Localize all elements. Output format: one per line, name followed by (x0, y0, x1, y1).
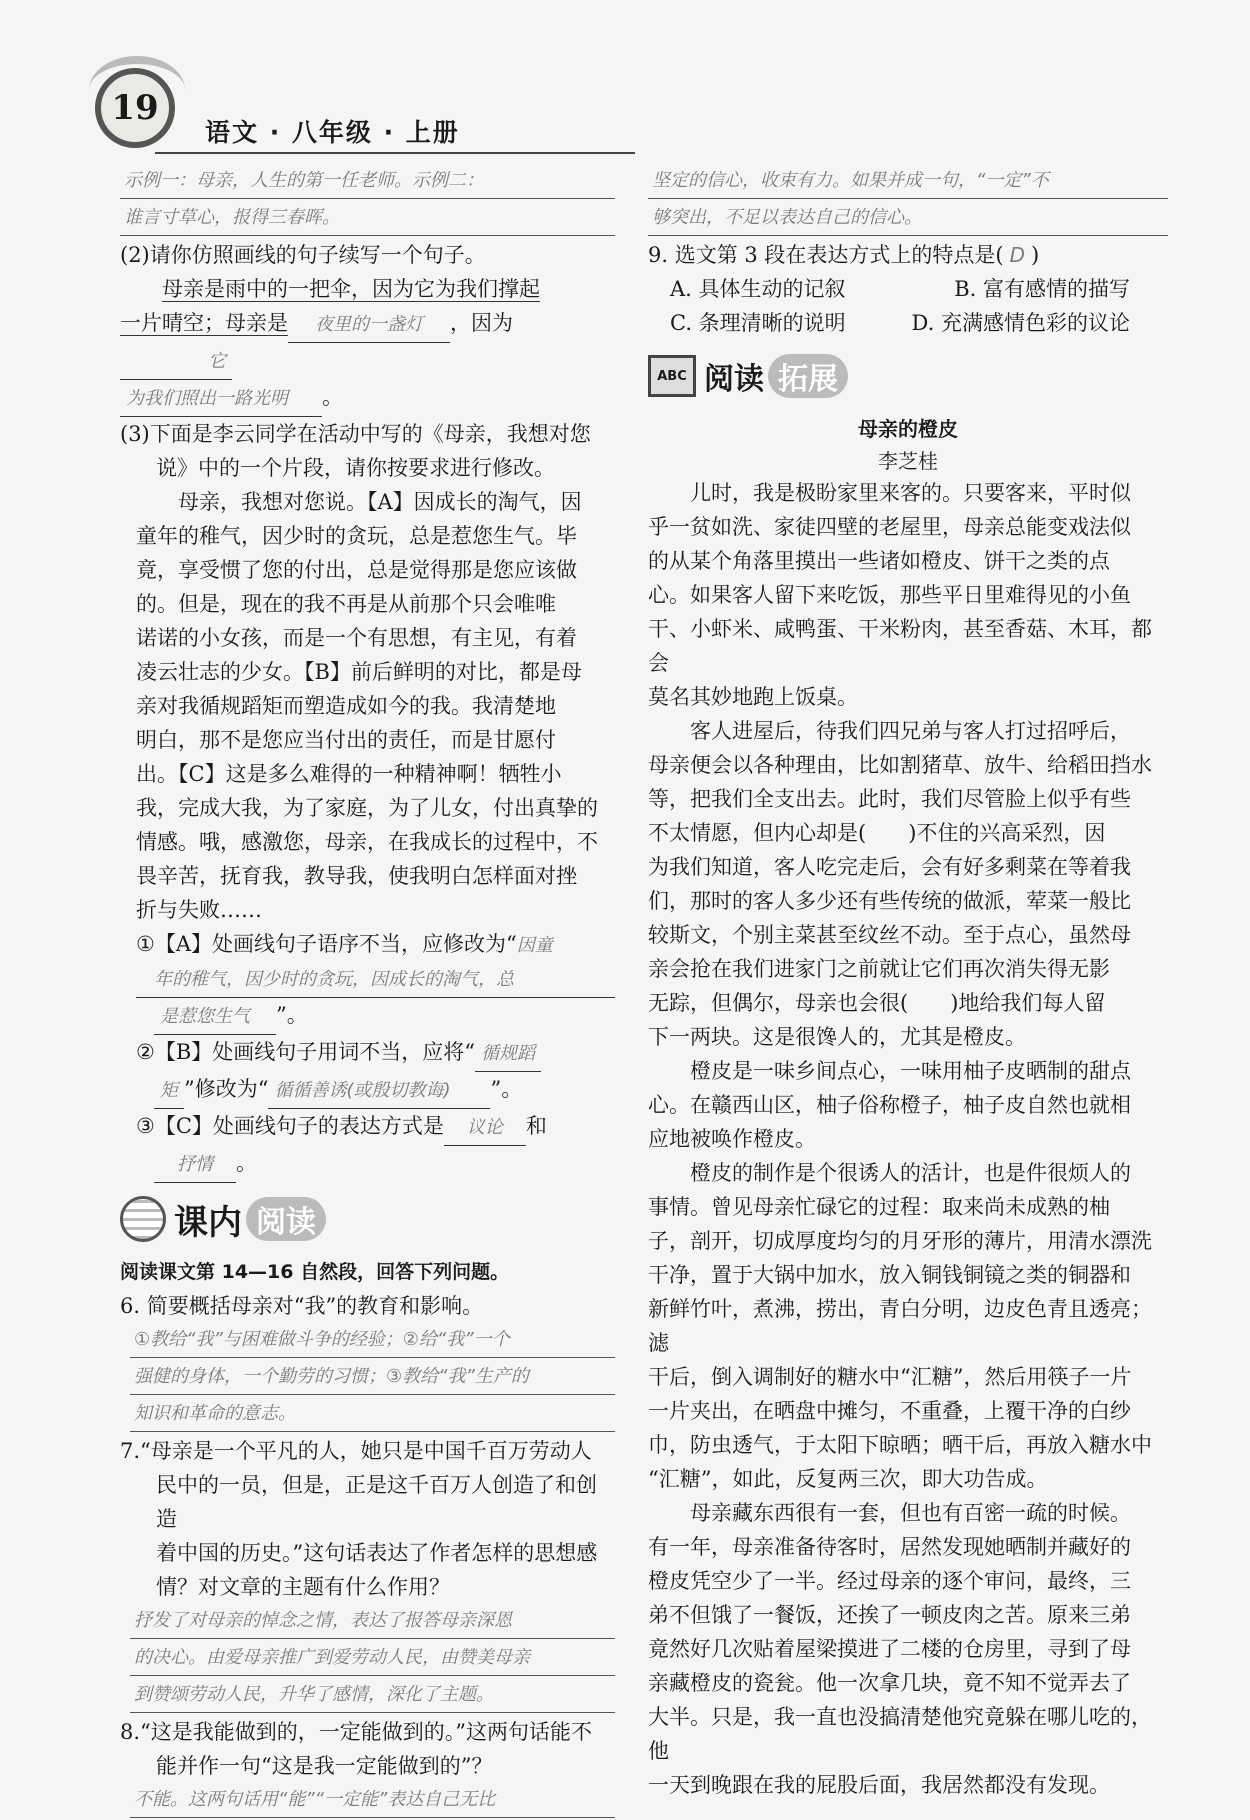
section-title-badge: 拓展 (768, 354, 848, 398)
section-heading-in-class-reading (120, 1189, 615, 1249)
sub3-text: 和 (525, 1114, 547, 1138)
article-line: 心。在赣西山区，柚子俗称橙子，柚子皮自然也就相 (648, 1093, 1131, 1117)
globe-icon (120, 1196, 166, 1242)
q5-3-passage (120, 485, 615, 1183)
q6-answer-line: 强健的身体，一个勤劳的习惯；③教给“我”生产的 (130, 1360, 615, 1395)
q9-options-row (648, 306, 1130, 340)
q7-prompt: 着中国的历史。”这句话表达了作者怎样的思想感 (156, 1541, 598, 1565)
q5-3-sub3-line (136, 1146, 615, 1183)
q9-option[interactable]: A. 具体生动的记叙 (670, 277, 846, 301)
passage-line: 凌云壮志的少女。【B】前后鲜明的对比，都是母 (136, 660, 582, 684)
q5-2-end: 。 (322, 385, 343, 409)
q8-answer-line: 够突出，不足以表达自己的信心。 (648, 201, 1168, 236)
q6-answer-line: 知识和革命的意志。 (130, 1397, 615, 1432)
passage-line: 童年的稚气，因少时的贪玩，总是惹您生气。毕 (136, 524, 577, 548)
section-title: 课内 (174, 1202, 242, 1243)
q9-options-row (648, 272, 1130, 306)
passage-line: 明白，那不是您应当付出的责任，而是甘愿付 (136, 728, 556, 752)
q7-answer (120, 1604, 615, 1713)
q9-option[interactable]: B. 富有感情的描写 (954, 277, 1130, 301)
q5-2-answer-blank[interactable]: 它 (120, 345, 232, 380)
article-line: 橙皮的制作是个很诱人的活计，也是件很烦人的 (690, 1161, 1131, 1185)
q5-2-line (120, 272, 615, 306)
article-line: 们，那时的客人多少还有些传统的做派，荤菜一般比 (648, 889, 1131, 913)
q9-answer[interactable]: D (1009, 243, 1026, 267)
q6-answer-line: ①教给“我”与困难做斗争的经验；②给“我”一个 (130, 1323, 615, 1358)
article-line: “汇糖”，如此，反复两三次，即大功告成。 (648, 1467, 1048, 1491)
page-header (95, 68, 595, 158)
right-column (648, 164, 1168, 1802)
q5-2-text: ，因为 (450, 311, 513, 335)
q5-2-line (120, 306, 615, 380)
article-line: 应地被唤作橙皮。 (648, 1127, 816, 1151)
sub3-text: ③【C】处画线句子的表达方式是 (136, 1114, 444, 1138)
passage-line: 出。【C】这是多么难得的一种精神啊！牺牲小 (136, 762, 562, 786)
article-line: 母亲便会以各种理由，比如割猪草、放牛、给稻田挡水 (648, 753, 1152, 777)
article-line: 无踪，但偶尔，母亲也会很( )地给我们每人留 (648, 991, 1106, 1015)
q7-answer-line: 的决心。由爱母亲推广到爱劳动人民，由赞美母亲 (130, 1641, 615, 1676)
q9-prompt (648, 238, 1168, 272)
q5-2-answer-blank[interactable]: 为我们照出一路光明 (120, 382, 322, 417)
sub1-end: ”。 (276, 1003, 308, 1027)
article-line: 竟然好几次贴着屋梁摸进了二楼的仓房里，寻到了母 (648, 1637, 1131, 1661)
article-line: 新鲜竹叶，煮沸，捞出，青白分明，边皮色青且透亮；滤 (648, 1297, 1152, 1355)
sub2-answer[interactable]: 循循善诱(或殷切教诲) (268, 1074, 490, 1109)
article-line: 儿时，我是极盼家里来客的。只要客来，平时似 (690, 481, 1131, 505)
q7-prompt: 情？对文章的主题有什么作用？ (156, 1575, 450, 1599)
article-author: 李芝桂 (878, 449, 938, 473)
q7-prompt: 7.“母亲是一个平凡的人，她只是中国千百万劳动人 (120, 1439, 592, 1463)
article-line: 客人进屋后，待我们四兄弟与客人打过招呼后， (690, 719, 1131, 743)
q7-answer-line: 到赞颂劳动人民，升华了感情，深化了主题。 (130, 1678, 615, 1713)
article-line: 大半。只是，我一直也没搞清楚他究竟躲在哪儿吃的，他 (648, 1705, 1152, 1763)
q5-3-prompt: 说》中的一个片段，请你按要求进行修改。 (156, 456, 555, 480)
q9-text: ) (1031, 243, 1040, 267)
q5-2-prompt: (2)请你仿照画线的句子续写一个句子。 (120, 243, 486, 267)
article-line: 子，剖开，切成厚度均匀的月牙形的薄片，用清水漂洗 (648, 1229, 1152, 1253)
q5-2-underlined-sentence: 母亲是雨中的一把伞，因为它为我们撑起 (162, 277, 540, 301)
passage-line: 诺诺的小女孩，而是一个有思想，有主见，有着 (136, 626, 577, 650)
article-line: 不太情愿，但内心却是( )不住的兴高采烈，因 (648, 821, 1106, 845)
q5-3-prompt: (3)下面是李云同学在活动中写的《母亲，我想对您 (120, 422, 591, 446)
article-line: 的从某个角落里摸出一些诸如橙皮、饼干之类的点 (648, 549, 1110, 573)
article-line: 干、小虾米、咸鸭蛋、干米粉肉，甚至香菇、木耳，都会 (648, 617, 1152, 675)
abc-book-icon: ABC (648, 355, 696, 397)
sub2-end: ”。 (490, 1077, 523, 1101)
sub1-text: ①【A】处画线句子语序不当，应修改为“ (136, 932, 517, 956)
header-rule (155, 152, 635, 154)
article-line: 有一年，母亲准备待客时，居然发现她晒制并藏好的 (648, 1535, 1131, 1559)
sub3-end: 。 (236, 1151, 257, 1175)
article-line: 一片夹出，在晒盘中摊匀，不重叠，上覆干净的白纱 (648, 1399, 1131, 1423)
q5-1-answer-line: 谁言寸草心，报得三春晖。 (120, 201, 615, 236)
q8-answer (120, 1783, 615, 1818)
sub1-answer-line (136, 998, 615, 1035)
q5-2-answer-blank[interactable]: 夜里的一盏灯 (288, 308, 450, 343)
q5-3-sub2-line (136, 1072, 615, 1109)
article-line: 弟不但饿了一餐饭，还挨了一顿皮肉之苦。原来三弟 (648, 1603, 1131, 1627)
article-line: 干净，置于大锅中加水，放入铜钱铜镜之类的铜器和 (648, 1263, 1131, 1287)
article-line: 下一两块。这是很馋人的，尤其是橙皮。 (648, 1025, 1026, 1049)
sub3-answer[interactable]: 议论 (444, 1111, 526, 1146)
sub2-text: ”修改为“ (184, 1077, 269, 1101)
passage-line: 的。但是，现在的我不再是从前那个只会唯唯 (136, 592, 556, 616)
article-line: 干后，倒入调制好的糖水中“汇糖”，然后用筷子一片 (648, 1365, 1132, 1389)
article-line: 亲藏橙皮的瓷瓮。他一次拿几块，竟不知不觉弄去了 (648, 1671, 1131, 1695)
book-title: 语文 · 八年级 · 上册 (205, 118, 460, 147)
reading-instruction: 阅读课文第 14—16 自然段，回答下列问题。 (120, 1261, 510, 1283)
q5-2-line (120, 380, 615, 417)
q5-3-sub2 (136, 1035, 615, 1072)
passage-line: 折与失败…… (136, 898, 262, 922)
article-line: 事情。曾见母亲忙碌它的过程：取来尚未成熟的柚 (648, 1195, 1110, 1219)
article-line: 橙皮凭空少了一半。经过母亲的逐个审问，最终，三 (648, 1569, 1131, 1593)
q5-1-answer-line: 示例一：母亲，人生的第一任老师。示例二： (120, 164, 615, 199)
q7-answer-line: 抒发了对母亲的悼念之情，表达了报答母亲深恩 (130, 1604, 615, 1639)
q5-3-sub3 (136, 1109, 615, 1146)
q7-prompt: 民中的一员，但是，正是这千百万人创造了和创造 (156, 1473, 597, 1531)
article-line: 为我们知道，客人吃完走后，会有好多剩菜在等着我 (648, 855, 1131, 879)
sub1-answer[interactable]: 是惹您生气 (154, 1000, 276, 1035)
passage-line: 畏辛苦，抚育我，教导我，使我明白怎样面对挫 (136, 864, 577, 888)
q9-option[interactable]: D. 充满感情色彩的议论 (911, 311, 1130, 335)
passage-line: 情感。哦，感激您，母亲，在我成长的过程中，不 (136, 830, 598, 854)
q8-prompt: 8.“这是我能做到的，一定能做到的。”这两句话能不 (120, 1720, 593, 1744)
sub2-answer[interactable]: 循规蹈 (475, 1037, 541, 1072)
passage-line: 竟，享受惯了您的付出，总是觉得那是您应该做 (136, 558, 577, 582)
article-line: 莫名其妙地跑上饭桌。 (648, 685, 858, 709)
q6-prompt: 6. 简要概括母亲对“我”的教育和影响。 (120, 1294, 484, 1318)
article-line: 母亲藏东西很有一套，但也有百密一疏的时候。 (690, 1501, 1131, 1525)
page-number-badge: 19 (95, 68, 175, 148)
article-line: 橙皮是一味乡间点心，一味用柚子皮晒制的甜点 (690, 1059, 1131, 1083)
sub3-answer[interactable]: 抒情 (154, 1148, 236, 1183)
passage-line: 母亲，我想对您说。【A】因成长的淘气，因 (178, 490, 582, 514)
article-line: 亲会抢在我们进家门之前就让它们再次消失得无影 (648, 957, 1110, 981)
article-line: 巾，防虫透气，于太阳下晾晒；晒干后，再放入糖水中 (648, 1433, 1152, 1457)
article-line: 等，把我们全支出去。此时，我们尽管脸上似乎有些 (648, 787, 1131, 811)
section-heading-extended-reading (648, 346, 1168, 406)
article-line: 一天到晚跟在我的屁股后面，我居然都没有发现。 (648, 1773, 1110, 1797)
sub2-answer[interactable]: 矩 (154, 1074, 184, 1109)
article-title: 母亲的橙皮 (858, 417, 958, 441)
article-body (648, 476, 1168, 1802)
q5-3-sub1 (136, 927, 615, 963)
q9-option[interactable]: C. 条理清晰的说明 (670, 311, 846, 335)
article-line: 较斯文，个别主菜甚至纹丝不动。至于点心，虽然母 (648, 923, 1131, 947)
passage-line: 亲对我循规蹈矩而塑造成如今的我。我清楚地 (136, 694, 556, 718)
q6-answer (120, 1323, 615, 1432)
section-title: 阅读 (704, 362, 764, 397)
article-line: 心。如果客人留下来吃饭，那些平日里难得见的小鱼 (648, 583, 1131, 607)
q8-answer-line: 不能。这两句话用“能”“一定能”表达自己无比 (130, 1783, 615, 1818)
sub2-text: ②【B】处画线句子用词不当，应将“ (136, 1040, 475, 1064)
sub1-answer: 因童 (516, 935, 553, 956)
article-line: 乎一贫如洗、家徒四壁的老屋里，母亲总能变戏法似 (648, 515, 1131, 539)
q8-prompt: 能并作一句“这是我一定能做到的”？ (156, 1754, 493, 1778)
passage-line: 我，完成大我，为了家庭，为了儿女，付出真挚的 (136, 796, 598, 820)
q5-2-text: 一片晴空；母亲是 (120, 311, 288, 335)
left-column (120, 164, 615, 1820)
section-title-badge: 阅读 (246, 1197, 326, 1241)
q9-text: 9. 选文第 3 段在表达方式上的特点是( (648, 243, 1004, 267)
sub1-answer: 年的稚气，因少时的贪玩，因成长的淘气，总 (136, 963, 615, 998)
q8-answer-line: 坚定的信心，收束有力。如果并成一句，“一定”不 (648, 164, 1168, 199)
